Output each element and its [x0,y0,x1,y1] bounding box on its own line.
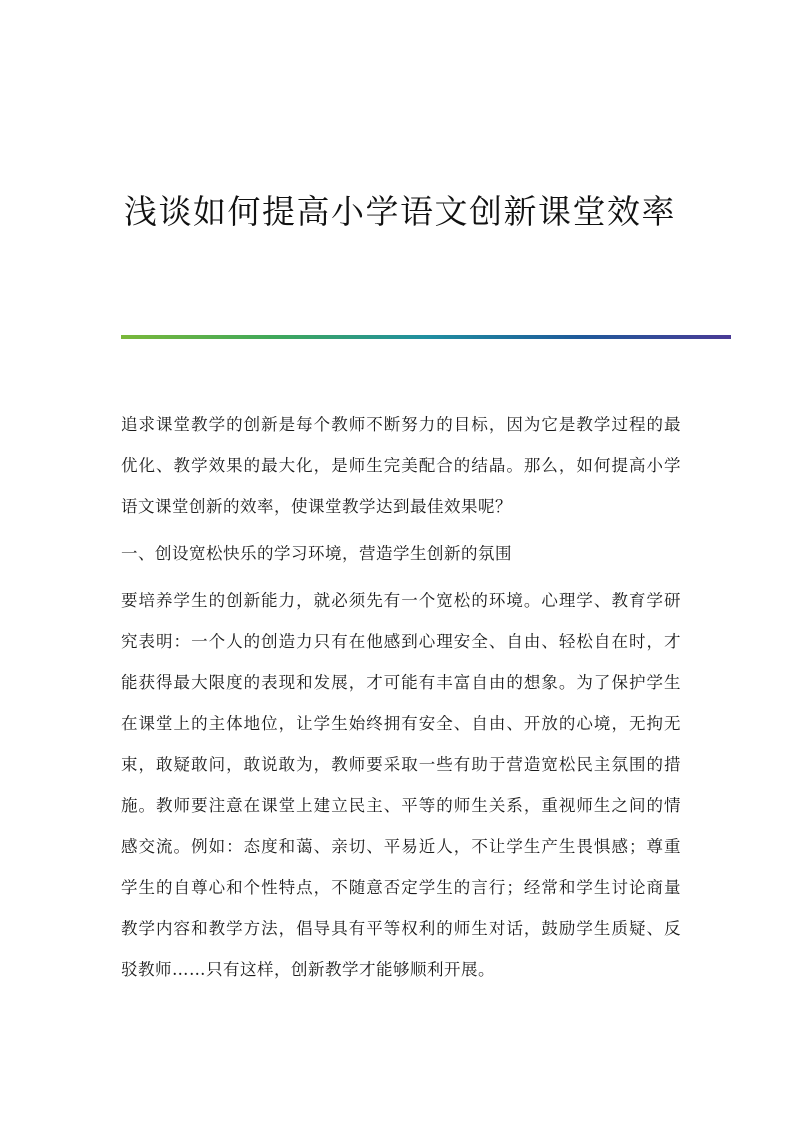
gradient-divider [121,335,731,339]
intro-paragraph: 追求课堂教学的创新是每个教师不断努力的目标，因为它是教学过程的最优化、教学效果的最大化，是师生完美配合的结晶。那么，如何提高小学语文课堂创新的效率，使课堂教学达到最佳效果呢？ [121,415,681,516]
page-title: 浅谈如何提高小学语文创新课堂效率 [124,192,676,231]
section-paragraph: 要培养学生的创新能力，就必须先有一个宽松的环境。心理学、教育学研究表明：一个人的创造力只有在他感到心理安全、自由、轻松自在时，才能获得最大限度的表现和发展，才可能有丰富自由的想象。为了保护学生在课堂上的主体地位，让学生始终拥有安全、自由、开放的心境，无拘无束，敢疑敢问，敢说敢为，教师要采取一些有助于营造宽松民主氛围的措施。教师要注意在课堂上建立民主、平等的师生关系，重视师生之间的情感交流。例如：态度和蔼、亲切、平易近人，不让学生产生畏惧感；尊重学生的自尊心和个性特点，不随意否定学生的言行；经常和学生讨论商量教学内容和教学方法，倡导具有平等权利的师生对话，鼓励学生质疑、反驳教师……只有这样，创新教学才能够顺利开展。 [121,591,681,979]
section-heading: 一、创设宽松快乐的学习环境，营造学生创新的氛围 [121,544,512,563]
